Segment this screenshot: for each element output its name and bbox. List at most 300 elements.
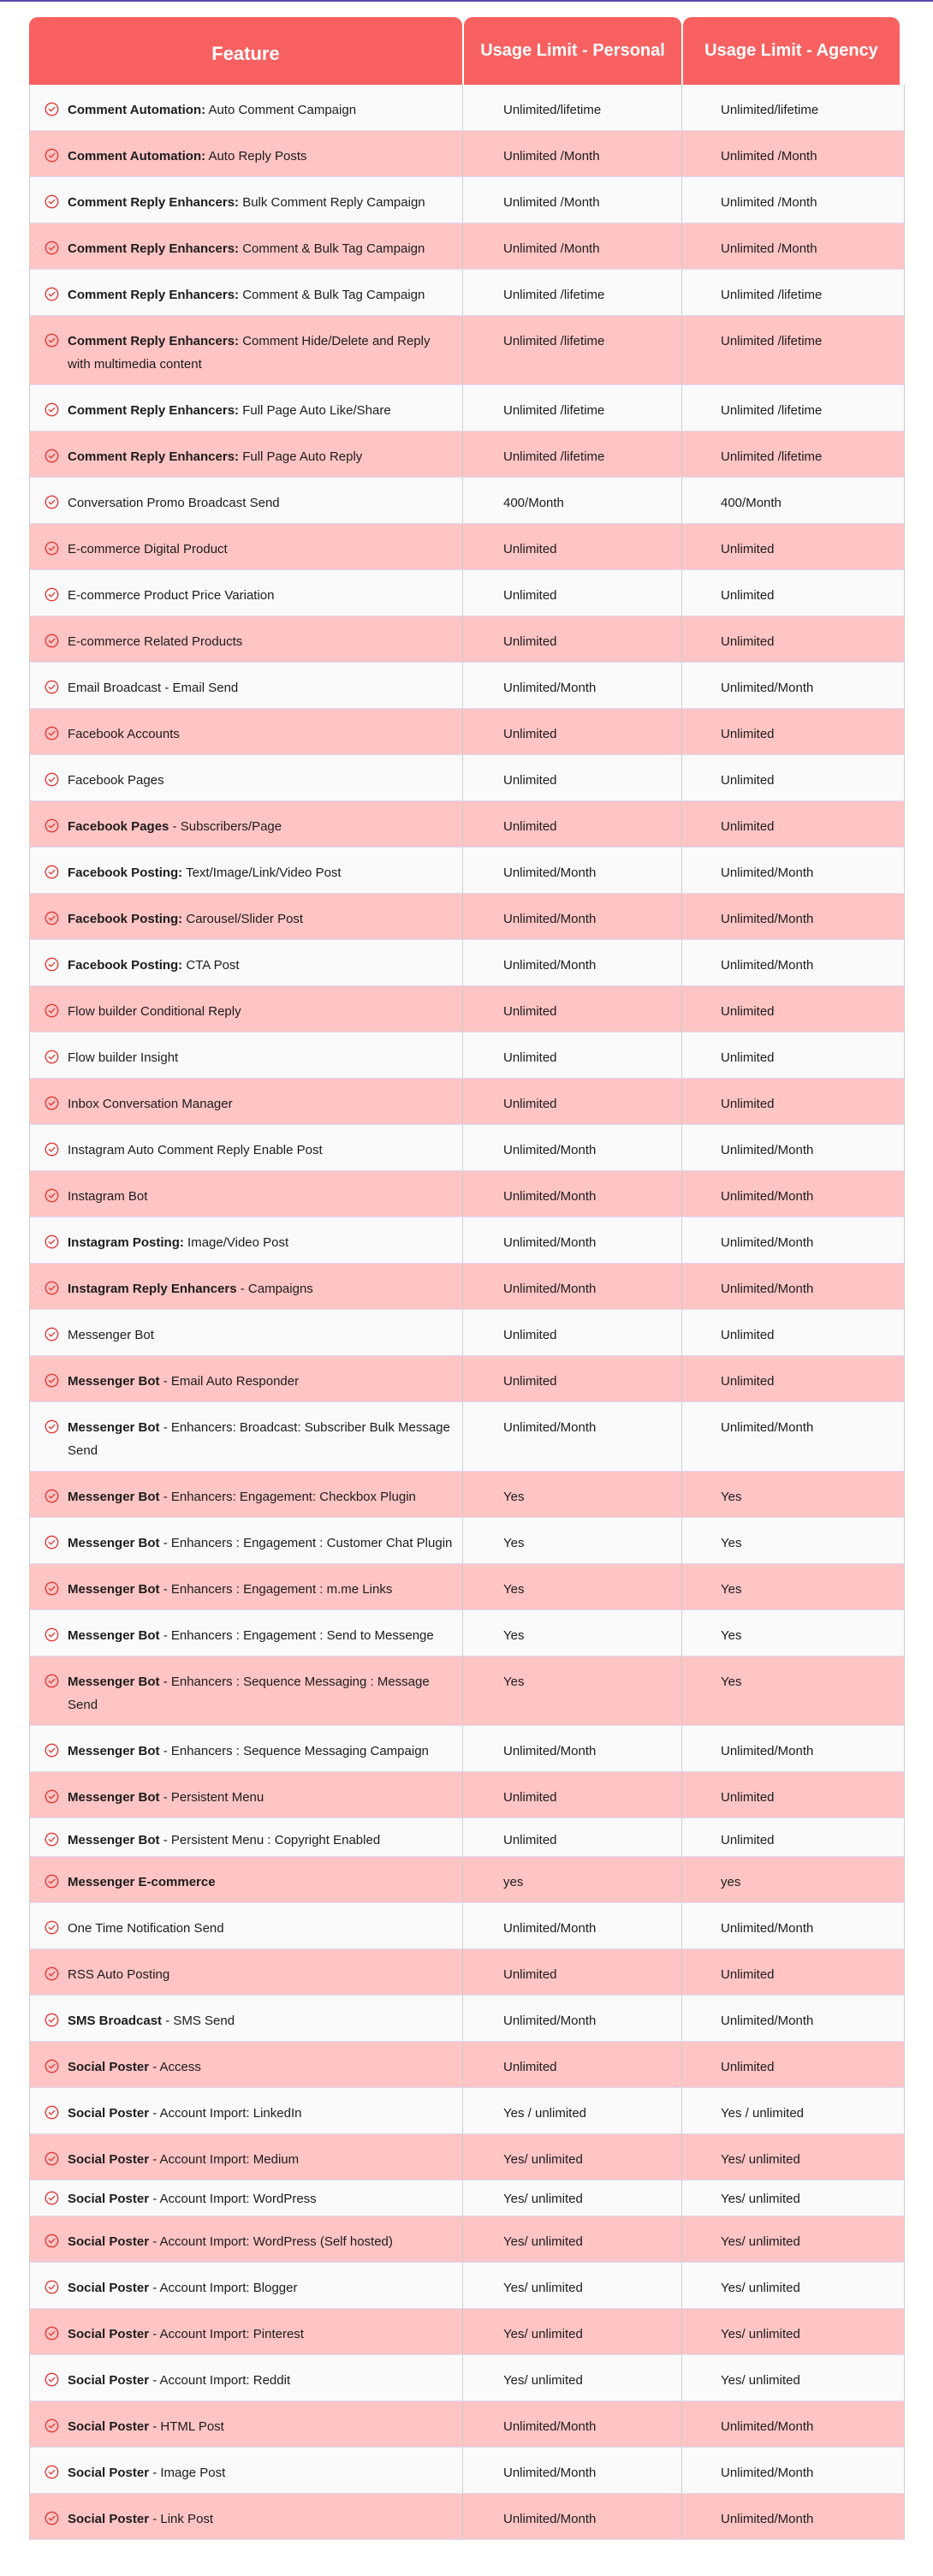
feature-cell xyxy=(30,2401,463,2447)
feature-cell xyxy=(30,1564,463,1609)
check-circle-icon xyxy=(45,1489,59,1503)
agency-limit-cell: Yes xyxy=(721,1675,742,1689)
table-row xyxy=(30,478,904,524)
feature-detail: Email Broadcast - Email Send xyxy=(68,681,239,695)
personal-limit-cell: Unlimited xyxy=(463,1772,682,1817)
table-row xyxy=(30,1610,904,1657)
table-row xyxy=(30,2448,904,2494)
check-circle-icon xyxy=(45,1281,59,1295)
table-row xyxy=(30,986,904,1032)
feature-name xyxy=(68,1231,288,1254)
agency-limit-cell: Unlimited /lifetime xyxy=(721,334,823,348)
feature-cell xyxy=(30,1032,463,1078)
personal-limit-cell: Yes/ unlimited xyxy=(463,2216,682,2262)
personal-limit-cell: Unlimited xyxy=(463,801,682,847)
personal-limit-cell: Unlimited/Month xyxy=(463,894,682,939)
check-circle-icon xyxy=(45,2013,59,2027)
check-circle-icon xyxy=(45,1327,59,1342)
feature-category: Instagram Posting: xyxy=(68,1235,184,1250)
feature-name xyxy=(68,1871,216,1894)
agency-limit-cell: Unlimited/Month xyxy=(721,866,814,880)
personal-limit-cell: Unlimited xyxy=(463,1079,682,1124)
check-circle-icon xyxy=(45,2105,59,2120)
table-row xyxy=(30,1818,904,1857)
agency-limit-cell: Yes/ unlimited xyxy=(721,2281,800,2295)
table-body xyxy=(29,85,905,2540)
check-circle-icon xyxy=(45,148,59,163)
personal-limit-cell: Yes/ unlimited xyxy=(463,2180,682,2216)
table-row xyxy=(30,2134,904,2180)
check-circle-icon xyxy=(45,2465,59,2479)
header-usage-personal: Usage Limit - Personal xyxy=(464,17,681,85)
table-row xyxy=(30,663,904,709)
check-circle-icon xyxy=(45,495,59,509)
table-row xyxy=(30,801,904,848)
personal-limit-cell: 400/Month xyxy=(463,478,682,523)
table-row xyxy=(30,316,904,385)
feature-detail: - Persistent Menu : Copyright Enabled xyxy=(159,1833,381,1847)
feature-detail: Auto Comment Campaign xyxy=(205,103,357,117)
feature-category: Instagram Reply Enhancers xyxy=(68,1282,237,1296)
feature-detail: Full Page Auto Reply xyxy=(239,449,363,464)
feature-detail: - Account Import: LinkedIn xyxy=(149,2106,302,2121)
table-row xyxy=(30,1564,904,1610)
feature-detail: Bulk Comment Reply Campaign xyxy=(239,195,425,210)
table-row xyxy=(30,894,904,940)
feature-detail: Comment & Bulk Tag Campaign xyxy=(239,241,425,256)
feature-detail: CTA Post xyxy=(182,958,240,973)
table-row xyxy=(30,131,904,177)
table-row xyxy=(30,223,904,270)
feature-name xyxy=(68,861,342,884)
table-header xyxy=(29,17,905,85)
feature-detail: - Enhancers : Sequence Messaging Campaign xyxy=(159,1744,429,1758)
personal-limit-cell: Unlimited xyxy=(463,524,682,569)
agency-limit-cell: Unlimited /lifetime xyxy=(721,403,823,418)
feature-category: Social Poster xyxy=(68,2106,150,2121)
feature-cell xyxy=(30,1610,463,1656)
feature-name xyxy=(68,2508,213,2531)
check-circle-icon xyxy=(45,1581,59,1596)
feature-cell xyxy=(30,1657,463,1725)
feature-name xyxy=(68,907,303,931)
feature-detail: - Enhancers : Sequence Messaging : Message Send xyxy=(68,1675,430,1712)
feature-cell xyxy=(30,385,463,431)
table-row xyxy=(30,431,904,478)
agency-limit-cell: Unlimited /Month xyxy=(721,241,817,256)
personal-limit-cell: Yes/ unlimited xyxy=(463,2309,682,2354)
feature-detail: - Subscribers/Page xyxy=(169,819,282,834)
agency-limit-cell: Unlimited/Month xyxy=(721,1235,814,1250)
agency-limit-cell: Yes/ unlimited xyxy=(721,2234,800,2249)
feature-category: Comment Reply Enhancers: xyxy=(68,288,240,302)
feature-name xyxy=(68,2276,297,2299)
check-circle-icon xyxy=(45,1832,59,1847)
feature-name xyxy=(68,1277,313,1300)
feature-cell xyxy=(30,1996,463,2041)
personal-limit-cell: Unlimited/Month xyxy=(463,1726,682,1771)
personal-limit-cell: Unlimited xyxy=(463,755,682,800)
feature-detail: - Access xyxy=(149,2060,201,2074)
feature-cell xyxy=(30,1171,463,1217)
feature-cell xyxy=(30,1079,463,1124)
personal-limit-cell: Unlimited xyxy=(463,1032,682,1078)
feature-cell xyxy=(30,1217,463,1263)
agency-limit-cell: Unlimited xyxy=(721,727,775,741)
feature-name xyxy=(68,1829,380,1852)
feature-name xyxy=(68,1092,233,1115)
feature-category: Messenger E-commerce xyxy=(68,1875,216,1889)
feature-detail: Carousel/Slider Post xyxy=(182,912,304,926)
agency-limit-cell: Unlimited xyxy=(721,2060,775,2074)
table-row xyxy=(30,1125,904,1171)
feature-cell xyxy=(30,755,463,800)
feature-name xyxy=(68,2323,304,2346)
feature-cell xyxy=(30,1857,463,1902)
feature-name xyxy=(68,1786,264,1809)
table-row xyxy=(30,709,904,755)
agency-limit-cell: Unlimited xyxy=(721,1790,775,1805)
personal-limit-cell: Unlimited/Month xyxy=(463,1217,682,1263)
feature-name xyxy=(68,1624,434,1647)
feature-cell xyxy=(30,940,463,985)
check-circle-icon xyxy=(45,2511,59,2525)
feature-name xyxy=(68,2009,235,2032)
feature-name xyxy=(68,2148,299,2171)
table-row xyxy=(30,2355,904,2401)
feature-detail: Conversation Promo Broadcast Send xyxy=(68,496,280,510)
agency-limit-cell: Yes xyxy=(721,1628,742,1643)
check-circle-icon xyxy=(45,449,59,463)
agency-limit-cell: Yes/ unlimited xyxy=(721,2373,800,2388)
feature-name xyxy=(68,283,425,306)
feature-cell xyxy=(30,2216,463,2262)
agency-limit-cell: Yes/ unlimited xyxy=(721,2192,800,2206)
agency-limit-cell: Unlimited xyxy=(721,1967,775,1982)
personal-limit-cell: Yes / unlimited xyxy=(463,2088,682,2133)
header-feature: Feature xyxy=(29,17,462,85)
personal-limit-cell: Unlimited/lifetime xyxy=(463,85,682,130)
feature-name xyxy=(68,2461,225,2484)
table-row xyxy=(30,2216,904,2263)
personal-limit-cell: Unlimited/Month xyxy=(463,2448,682,2493)
feature-cell xyxy=(30,1818,463,1856)
feature-detail: - Image Post xyxy=(149,2466,226,2480)
feature-name xyxy=(68,2055,201,2079)
check-circle-icon xyxy=(45,194,59,209)
feature-name xyxy=(68,2102,301,2125)
feature-detail: - HTML Post xyxy=(149,2419,224,2434)
feature-usage-table xyxy=(29,17,905,2540)
feature-cell xyxy=(30,2180,463,2216)
feature-detail: - Enhancers : Engagement : Customer Chat Plugin xyxy=(159,1536,453,1550)
check-circle-icon xyxy=(45,2059,59,2073)
table-row xyxy=(30,1217,904,1264)
feature-detail: Inbox Conversation Manager xyxy=(68,1097,233,1111)
check-circle-icon xyxy=(45,1003,59,1018)
table-row xyxy=(30,1171,904,1217)
feature-detail: E-commerce Digital Product xyxy=(68,542,228,556)
check-circle-icon xyxy=(45,726,59,741)
table-row xyxy=(30,1726,904,1772)
table-row xyxy=(30,1356,904,1402)
feature-cell xyxy=(30,431,463,477)
feature-detail: - Enhancers : Engagement : m.me Links xyxy=(159,1582,393,1597)
feature-cell xyxy=(30,1310,463,1355)
agency-limit-cell: Unlimited xyxy=(721,1050,775,1065)
table-row xyxy=(30,177,904,223)
feature-category: Comment Automation: xyxy=(68,103,206,117)
feature-category: Messenger Bot xyxy=(68,1582,160,1597)
agency-limit-cell: Unlimited/Month xyxy=(721,912,814,926)
feature-category: Facebook Posting: xyxy=(68,866,183,880)
personal-limit-cell: Unlimited xyxy=(463,1310,682,1355)
agency-limit-cell: yes xyxy=(721,1875,741,1889)
feature-detail: - Account Import: Pinterest xyxy=(149,2327,304,2341)
feature-detail: - Account Import: Reddit xyxy=(149,2373,291,2388)
feature-category: Messenger Bot xyxy=(68,1536,160,1550)
check-circle-icon xyxy=(45,818,59,833)
check-circle-icon xyxy=(45,2191,59,2205)
feature-detail: Flow builder Conditional Reply xyxy=(68,1004,241,1019)
check-circle-icon xyxy=(45,2326,59,2341)
feature-name xyxy=(68,1485,416,1508)
feature-category: Social Poster xyxy=(68,2152,150,2167)
table-row xyxy=(30,1032,904,1079)
feature-cell xyxy=(30,131,463,176)
table-row xyxy=(30,570,904,616)
table-row xyxy=(30,1996,904,2042)
check-circle-icon xyxy=(45,1188,59,1203)
feature-category: Social Poster xyxy=(68,2466,150,2480)
agency-limit-cell: Yes/ unlimited xyxy=(721,2152,800,2167)
check-circle-icon xyxy=(45,241,59,255)
check-circle-icon xyxy=(45,911,59,925)
feature-detail: E-commerce Related Products xyxy=(68,634,243,649)
feature-cell xyxy=(30,2309,463,2354)
feature-name xyxy=(68,98,356,122)
table-row xyxy=(30,270,904,316)
feature-category: Comment Reply Enhancers: xyxy=(68,449,240,464)
check-circle-icon xyxy=(45,957,59,972)
agency-limit-cell: Unlimited/Month xyxy=(721,681,814,695)
personal-limit-cell: Unlimited/Month xyxy=(463,1171,682,1217)
table-row xyxy=(30,1772,904,1818)
table-row xyxy=(30,1518,904,1564)
feature-name xyxy=(68,399,391,422)
feature-cell xyxy=(30,1402,463,1471)
feature-name xyxy=(68,1370,299,1393)
personal-limit-cell: yes xyxy=(463,1857,682,1902)
personal-limit-cell: Unlimited xyxy=(463,709,682,754)
feature-category: Social Poster xyxy=(68,2281,150,2295)
feature-detail: - Account Import: WordPress (Self hosted) xyxy=(149,2234,393,2249)
feature-cell xyxy=(30,524,463,569)
feature-name xyxy=(68,237,425,260)
feature-cell xyxy=(30,663,463,708)
check-circle-icon xyxy=(45,1789,59,1804)
check-circle-icon xyxy=(45,1627,59,1642)
check-circle-icon xyxy=(45,1234,59,1249)
personal-limit-cell: Unlimited/Month xyxy=(463,940,682,985)
feature-cell xyxy=(30,270,463,315)
agency-limit-cell: Unlimited /Month xyxy=(721,149,817,164)
feature-cell xyxy=(30,616,463,662)
feature-detail: - Enhancers : Engagement : Send to Messenge xyxy=(159,1628,434,1643)
table-row xyxy=(30,1949,904,1996)
feature-category: Social Poster xyxy=(68,2512,150,2526)
feature-cell xyxy=(30,1949,463,1995)
feature-name xyxy=(68,769,164,792)
feature-name xyxy=(68,2187,317,2210)
personal-limit-cell: Unlimited/Month xyxy=(463,1996,682,2041)
agency-limit-cell: Unlimited/Month xyxy=(721,2512,814,2526)
feature-detail: Instagram Auto Comment Reply Enable Post xyxy=(68,1143,323,1157)
check-circle-icon xyxy=(45,1874,59,1889)
agency-limit-cell: Yes xyxy=(721,1536,742,1550)
feature-category: Social Poster xyxy=(68,2234,150,2249)
feature-detail: Text/Image/Link/Video Post xyxy=(182,866,342,880)
table-row xyxy=(30,2263,904,2309)
agency-limit-cell: Unlimited /lifetime xyxy=(721,288,823,302)
feature-category: Messenger Bot xyxy=(68,1675,160,1689)
feature-cell xyxy=(30,2448,463,2493)
check-circle-icon xyxy=(45,1674,59,1688)
check-circle-icon xyxy=(45,1535,59,1550)
feature-detail: - Enhancers: Engagement: Checkbox Plugin xyxy=(159,1490,416,1504)
feature-detail: - Campaigns xyxy=(236,1282,313,1296)
feature-name xyxy=(68,2369,290,2392)
feature-detail: Facebook Accounts xyxy=(68,727,180,741)
table-row xyxy=(30,2088,904,2134)
check-circle-icon xyxy=(45,1743,59,1758)
feature-cell xyxy=(30,2088,463,2133)
feature-cell xyxy=(30,2494,463,2539)
agency-limit-cell: Unlimited xyxy=(721,1328,775,1342)
feature-category: Messenger Bot xyxy=(68,1374,160,1389)
feature-name xyxy=(68,723,180,746)
personal-limit-cell: Unlimited /Month xyxy=(463,131,682,176)
agency-limit-cell: Yes xyxy=(721,1582,742,1597)
feature-detail: - Enhancers: Broadcast: Subscriber Bulk Message Send xyxy=(68,1420,450,1458)
personal-limit-cell: Unlimited xyxy=(463,986,682,1032)
personal-limit-cell: Unlimited xyxy=(463,2042,682,2087)
feature-name xyxy=(68,145,307,168)
agency-limit-cell: Unlimited xyxy=(721,1833,775,1847)
feature-name xyxy=(68,1532,452,1555)
agency-limit-cell: Unlimited/Month xyxy=(721,1921,814,1936)
personal-limit-cell: Yes/ unlimited xyxy=(463,2134,682,2180)
feature-detail: - Email Auto Responder xyxy=(159,1374,300,1389)
feature-name xyxy=(68,584,274,607)
personal-limit-cell: Yes xyxy=(463,1657,682,1725)
table-row xyxy=(30,2494,904,2540)
feature-name xyxy=(68,1670,455,1716)
agency-limit-cell: Unlimited xyxy=(721,819,775,834)
table-row xyxy=(30,940,904,986)
feature-detail: - Persistent Menu xyxy=(159,1790,264,1805)
feature-name xyxy=(68,954,240,977)
feature-detail: Facebook Pages xyxy=(68,773,164,788)
agency-limit-cell: Unlimited/Month xyxy=(721,1189,814,1204)
feature-detail: Image/Video Post xyxy=(183,1235,289,1250)
feature-detail: Comment Hide/Delete and Reply with multimedia content xyxy=(68,334,431,372)
check-circle-icon xyxy=(45,1142,59,1157)
table-row xyxy=(30,1903,904,1949)
feature-category: Social Poster xyxy=(68,2373,150,2388)
feature-category: Facebook Pages xyxy=(68,819,169,834)
feature-category: Social Poster xyxy=(68,2327,150,2341)
feature-name xyxy=(68,2230,393,2253)
feature-cell xyxy=(30,2042,463,2087)
agency-limit-cell: Unlimited /lifetime xyxy=(721,449,823,464)
feature-name xyxy=(68,491,280,515)
check-circle-icon xyxy=(45,680,59,694)
feature-category: Comment Reply Enhancers: xyxy=(68,241,240,256)
agency-limit-cell: Unlimited xyxy=(721,1004,775,1019)
check-circle-icon xyxy=(45,333,59,348)
personal-limit-cell: Unlimited/Month xyxy=(463,1264,682,1309)
feature-detail: - Link Post xyxy=(149,2512,214,2526)
agency-limit-cell: Unlimited/Month xyxy=(721,958,814,973)
agency-limit-cell: Unlimited/Month xyxy=(721,1282,814,1296)
check-circle-icon xyxy=(45,1050,59,1064)
table-row xyxy=(30,616,904,663)
check-circle-icon xyxy=(45,2372,59,2387)
feature-cell xyxy=(30,801,463,847)
personal-limit-cell: Unlimited/Month xyxy=(463,2401,682,2447)
feature-cell xyxy=(30,1356,463,1401)
feature-category: Messenger Bot xyxy=(68,1744,160,1758)
feature-category: Comment Automation: xyxy=(68,149,206,164)
feature-cell xyxy=(30,1772,463,1817)
feature-category: Social Poster xyxy=(68,2192,150,2206)
table-row xyxy=(30,2309,904,2355)
check-circle-icon xyxy=(45,2418,59,2433)
feature-cell xyxy=(30,478,463,523)
feature-name xyxy=(68,1416,455,1462)
feature-name xyxy=(68,191,425,214)
check-circle-icon xyxy=(45,587,59,602)
check-circle-icon xyxy=(45,634,59,648)
personal-limit-cell: Unlimited xyxy=(463,616,682,662)
feature-cell xyxy=(30,986,463,1032)
table-row xyxy=(30,1402,904,1472)
table-row xyxy=(30,2401,904,2448)
feature-category: Comment Reply Enhancers: xyxy=(68,334,240,348)
personal-limit-cell: Unlimited /Month xyxy=(463,223,682,269)
feature-name xyxy=(68,2415,224,2438)
feature-category: Facebook Posting: xyxy=(68,912,183,926)
feature-name xyxy=(68,815,282,838)
top-border xyxy=(0,0,933,2)
table-row xyxy=(30,2180,904,2216)
personal-limit-cell: Yes xyxy=(463,1610,682,1656)
feature-cell xyxy=(30,1264,463,1309)
agency-limit-cell: Yes / unlimited xyxy=(721,2106,805,2121)
agency-limit-cell: Unlimited xyxy=(721,1374,775,1389)
personal-limit-cell: Unlimited /lifetime xyxy=(463,316,682,384)
agency-limit-cell: Unlimited xyxy=(721,634,775,649)
personal-limit-cell: Unlimited xyxy=(463,1356,682,1401)
feature-detail: Auto Reply Posts xyxy=(205,149,307,164)
agency-limit-cell: Unlimited xyxy=(721,588,775,603)
feature-detail: Instagram Bot xyxy=(68,1189,148,1204)
feature-detail: - Account Import: WordPress xyxy=(149,2192,317,2206)
feature-name xyxy=(68,1139,323,1162)
table-row xyxy=(30,2042,904,2088)
feature-detail: RSS Auto Posting xyxy=(68,1967,170,1982)
